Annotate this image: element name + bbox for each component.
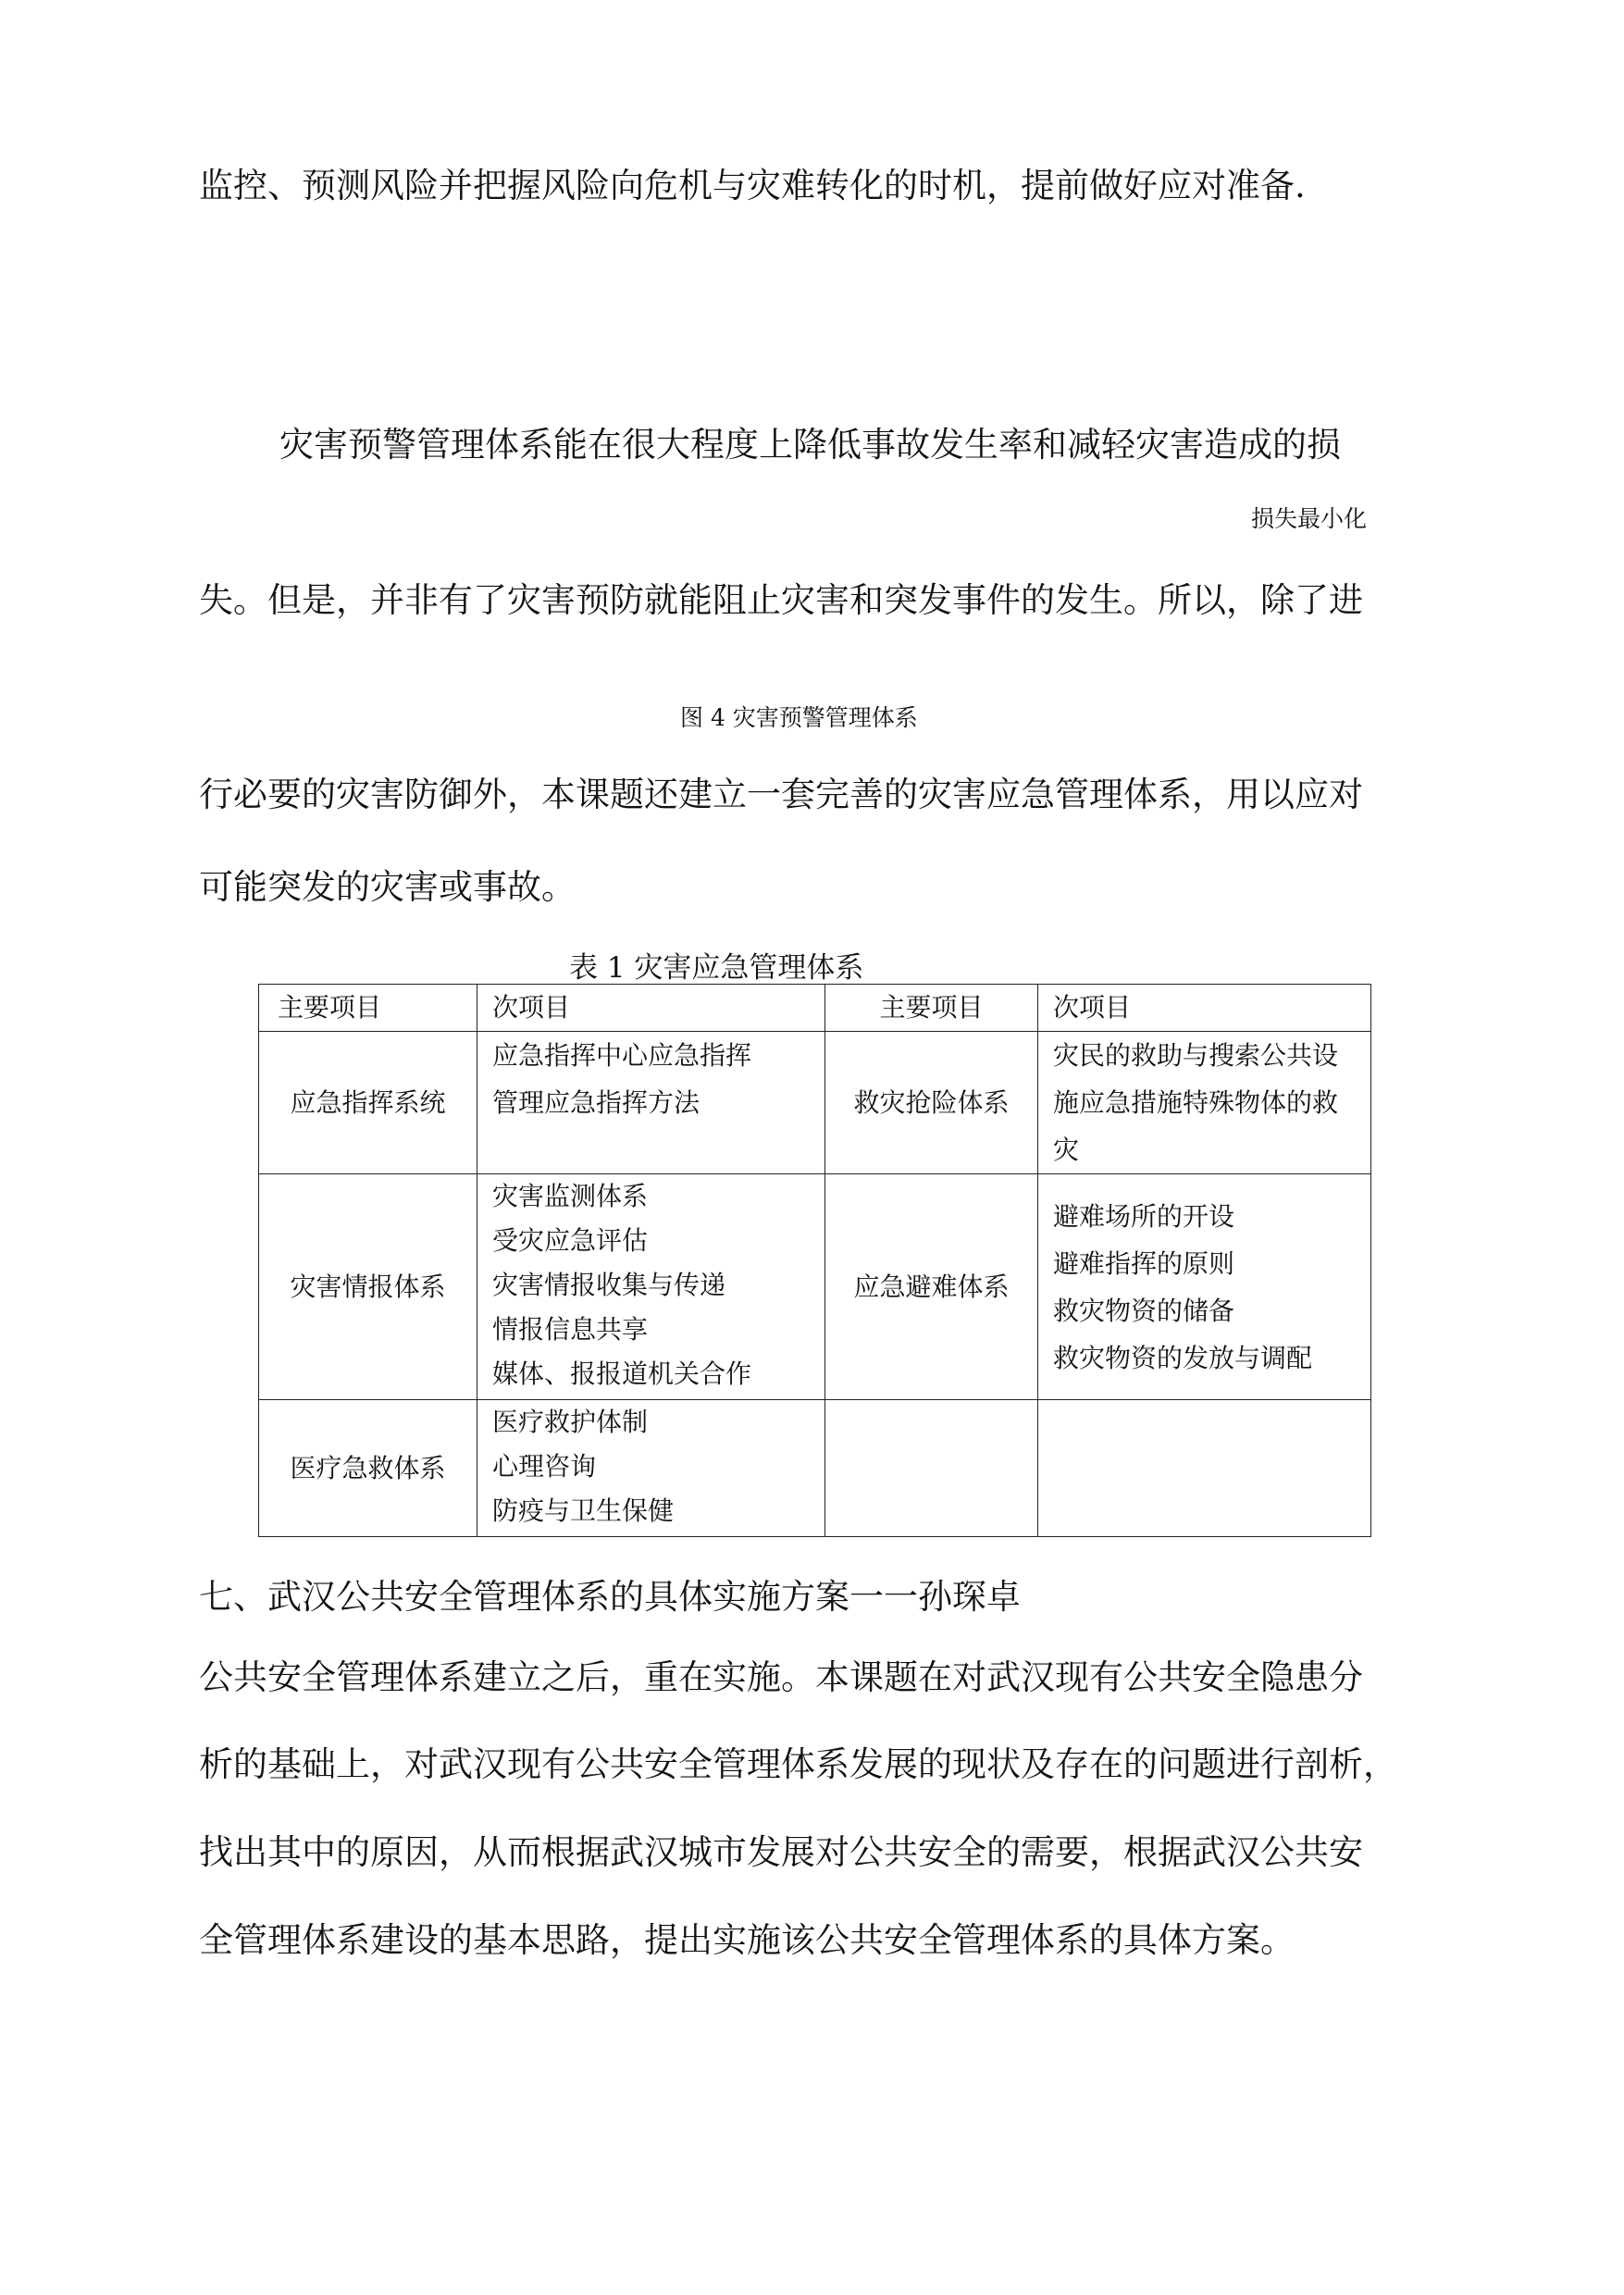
table-header-cell: 主要项目 [825,985,1038,1032]
sub-item: 应急指挥中心应急指挥 [492,1040,752,1071]
body-text-line: 行必要的灾害防御外，本课题还建立一套完善的灾害应急管理体系，用以应对 [199,775,1363,814]
body-text-line: 灾害预警管理体系能在很大程度上降低事故发生率和减轻灾害造成的损 [279,425,1341,465]
table-row [259,1032,1371,1174]
body-text-line: 析的基础上，对武汉现有公共安全管理体系发展的现状及存在的问题进行剖析， [199,1744,1397,1784]
body-text-line: 失。但是，并非有了灾害预防就能阻止灾害和突发事件的发生。所以，除了进 [199,580,1363,620]
body-text-line: 公共安全管理体系建立之后，重在实施。本课题在对武汉现有公共安全隐患分 [199,1657,1363,1697]
sub-item: 心理咨询 [492,1451,597,1482]
table-row [259,1400,1371,1537]
sub-item: 施应急措施特殊物体的救 [1053,1087,1339,1118]
table-cell-main-item: 灾害情报体系 [259,1174,477,1400]
sub-item: 灾民的救助与搜索公共设 [1053,1040,1339,1071]
sub-item: 灾 [1053,1135,1080,1165]
table-row [259,1174,1371,1400]
table-cell-sub-items [1038,1032,1371,1174]
table-header-row [259,985,1371,1032]
sub-item: 情报信息共享 [492,1314,649,1345]
table-cell-main-item: 救灾抢险体系 [825,1032,1038,1174]
table-cell-main-item: 应急指挥系统 [259,1032,477,1174]
table-cell-sub-items [1038,1174,1371,1400]
table-cell-sub-items [477,1400,825,1537]
sub-item: 避难场所的开设 [1053,1200,1235,1232]
body-text-line: 监控、预测风险并把握风险向危机与灾难转化的时机，提前做好应对准备. [199,166,1306,205]
figure-caption: 图 4 灾害预警管理体系 [680,704,918,731]
sub-item: 救灾物资的发放与调配 [1053,1342,1313,1373]
sub-item: 防疫与卫生保健 [492,1495,675,1526]
sub-item: 医疗救护体制 [492,1407,649,1437]
sub-item: 媒体、报报道机关合作 [492,1358,752,1389]
body-text-line: 找出其中的原因，从而根据武汉城市发展对公共安全的需要，根据武汉公共安 [199,1832,1363,1872]
sub-item: 灾害监测体系 [492,1181,649,1211]
table-cell-main-item [825,1400,1038,1537]
table-cell-main-item: 医疗急救体系 [259,1400,477,1537]
table-cell-sub-items [1038,1400,1371,1537]
table-caption: 表 1 灾害应急管理体系 [569,951,864,985]
table-cell-sub-items [477,1174,825,1400]
table-header-cell: 次项目 [1038,985,1371,1032]
body-text-line: 全管理体系建设的基本思路，提出实施该公共安全管理体系的具体方案。 [199,1920,1295,1960]
sub-item: 灾害情报收集与传递 [492,1270,726,1300]
body-text-line: 可能突发的灾害或事故。 [199,867,576,907]
emergency-management-table [258,984,1371,1537]
table-header-cell: 主要项目 [259,985,477,1032]
sub-item: 救灾物资的储备 [1053,1295,1235,1326]
table-cell-sub-items [477,1032,825,1174]
table-header-cell: 次项目 [477,985,825,1032]
section-heading: 七、武汉公共安全管理体系的具体实施方案一一孙琛卓 [199,1577,1021,1617]
sub-item: 避难指挥的原则 [1053,1247,1235,1279]
side-note: 损失最小化 [1251,505,1368,532]
sub-item: 管理应急指挥方法 [492,1087,700,1118]
sub-item: 受灾应急评估 [492,1225,649,1256]
table-cell-main-item: 应急避难体系 [825,1174,1038,1400]
